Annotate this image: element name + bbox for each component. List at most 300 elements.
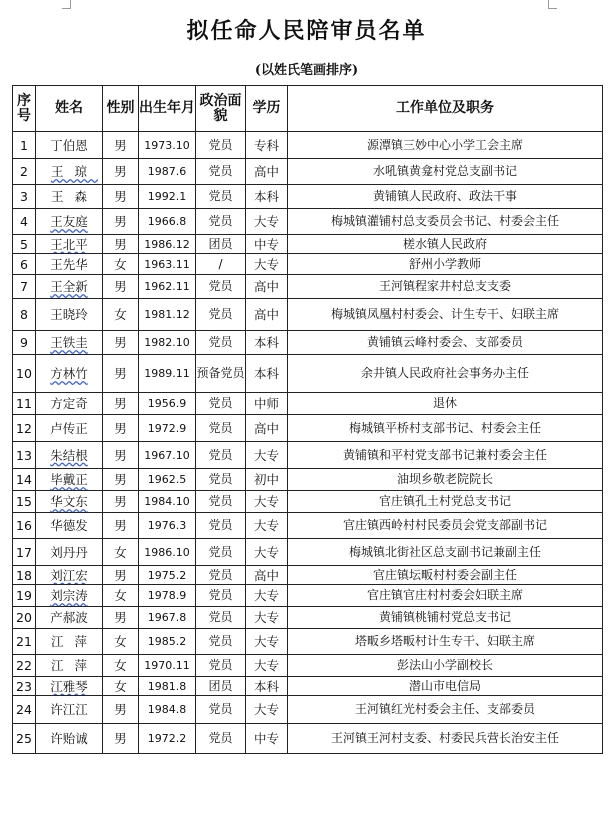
row-gender-cell-text: 男 [114,447,127,463]
header-birth: 出生年月 [139,86,196,132]
row-index-cell-text: 6 [20,256,28,272]
row-gender-cell [103,331,139,355]
row-gender-cell-text: 男 [114,420,127,436]
row-birth-cell-text: 1956.9 [147,397,187,410]
row-education-cell-text: 大专 [253,494,279,509]
row-index-cell [13,655,36,677]
row-political-cell [196,299,246,331]
row-political-cell [196,513,246,539]
row-gender-cell [103,607,139,629]
row-workplace-cell [288,469,603,491]
row-gender-cell-text: 男 [114,279,127,294]
row-political-cell [196,607,246,629]
row-name-cell [36,655,103,677]
table-row [13,254,603,275]
row-political-cell-text: 党员 [208,279,233,293]
row-gender-cell [103,677,139,696]
row-workplace-cell [288,513,603,539]
row-index-cell-text: 17 [16,544,32,560]
row-name-cell [36,539,103,566]
row-gender-cell-text: 女 [114,307,127,322]
row-index-cell-text: 2 [20,164,28,179]
row-birth-cell [139,185,196,209]
header-political: 政治面貌 [196,86,246,132]
row-workplace-cell-text: 彭法山小学副校长 [396,658,493,672]
row-birth-cell-text: 1963.11 [144,257,190,271]
row-index-cell-text: 15 [16,494,32,509]
row-gender-cell [103,539,139,566]
row-education-cell [246,585,288,607]
row-index-cell [13,393,36,415]
row-index-cell-text: 9 [20,335,28,350]
row-gender-cell [103,235,139,254]
row-education-cell [246,355,288,393]
row-education-cell-text: 大专 [253,256,279,272]
row-education-cell [246,275,288,299]
row-birth-cell-text: 1967.8 [147,611,187,624]
row-education-cell-text: 高中 [253,279,279,294]
row-gender-cell-text: 男 [114,494,127,509]
juror-table [12,85,603,754]
row-gender-cell-text: 男 [114,472,127,487]
header-workplace: 工作单位及职务 [288,86,603,132]
row-political-cell [196,209,246,235]
row-workplace-cell-text: 王河镇程家井村总支支委 [378,279,511,293]
row-name-cell-text: 毕戴正 [50,472,88,487]
row-gender-cell-text: 男 [114,214,127,229]
row-gender-cell [103,254,139,275]
row-education-cell [246,393,288,415]
row-birth-cell [139,491,196,513]
row-birth-cell [139,299,196,331]
row-workplace-cell [288,566,603,585]
table-row [13,724,603,754]
row-political-cell-text: 团员 [208,678,233,693]
row-education-cell [246,469,288,491]
row-name-cell-text: 王北平 [50,236,88,252]
row-education-cell-text: 大专 [253,518,279,533]
row-name-cell [36,724,103,754]
row-education-cell [246,491,288,513]
row-birth-cell-text: 1992.1 [147,190,187,203]
row-birth-cell-text: 1972.9 [147,421,187,435]
row-gender-cell [103,415,139,442]
row-education-cell [246,566,288,585]
row-gender-cell [103,566,139,585]
table-row [13,185,603,209]
header-index: 序号 [13,86,36,132]
row-political-cell [196,254,246,275]
row-political-cell [196,415,246,442]
table-row [13,696,603,724]
row-gender-cell-text: 男 [114,366,127,381]
row-workplace-cell [288,629,603,655]
row-political-cell [196,442,246,469]
row-index-cell-text: 19 [16,588,32,603]
row-index-cell [13,159,36,185]
row-education-cell-text: 本科 [253,335,279,350]
row-gender-cell-text: 男 [114,567,127,583]
row-birth-cell [139,629,196,655]
row-gender-cell [103,159,139,185]
row-workplace-cell-text: 水吼镇黄龛村党总支副书记 [372,164,517,178]
table-header-row [13,86,603,132]
row-index-cell-text: 12 [16,420,32,436]
table-row [13,655,603,677]
row-gender-cell [103,629,139,655]
table-row [13,629,603,655]
row-education-cell [246,159,288,185]
row-name-cell [36,415,103,442]
row-gender-cell [103,299,139,331]
row-political-cell [196,331,246,355]
table-row [13,442,603,469]
row-political-cell-text: 党员 [208,518,233,532]
row-gender-cell-text: 男 [114,396,127,411]
row-gender-cell-text: 女 [114,678,127,694]
row-political-cell-text: 党员 [208,137,233,152]
row-education-cell-text: 大专 [253,588,279,603]
row-name-cell-text: 方林竹 [50,366,88,381]
row-education-cell [246,513,288,539]
page-corner-mark-right [548,0,557,9]
row-education-cell [246,299,288,331]
row-birth-cell [139,331,196,355]
row-political-cell-text: 党员 [208,634,233,648]
row-workplace-cell-text: 官庄镇孔土村党总支书记 [378,494,511,508]
row-birth-cell [139,235,196,254]
row-birth-cell [139,355,196,393]
row-name-cell [36,299,103,331]
row-index-cell [13,724,36,754]
row-workplace-cell [288,393,603,415]
row-political-cell [196,235,246,254]
row-education-cell-text: 中专 [253,731,279,746]
row-index-cell-text: 24 [16,702,32,717]
row-index-cell [13,355,36,393]
row-education-cell [246,235,288,254]
row-gender-cell [103,209,139,235]
row-political-cell-text: 党员 [208,731,233,745]
row-index-cell-text: 18 [16,567,32,583]
row-name-cell [36,491,103,513]
row-name-cell-text: 江雅琴 [50,678,88,694]
row-political-cell [196,585,246,607]
row-workplace-cell [288,331,603,355]
row-education-cell [246,132,288,159]
row-political-cell [196,275,246,299]
row-index-cell [13,629,36,655]
row-education-cell [246,607,288,629]
row-name-cell-text: 方定奇 [50,396,88,411]
row-birth-cell-text: 1962.5 [147,473,187,486]
row-index-cell-text: 11 [16,396,32,411]
row-name-cell [36,209,103,235]
document-title: 拟任命人民陪审员名单 [186,18,427,44]
table-row [13,331,603,355]
row-index-cell-text: 8 [20,307,28,322]
row-education-cell-text: 大专 [253,610,279,625]
row-workplace-cell [288,185,603,209]
row-birth-cell-text: 1986.10 [144,545,190,559]
row-political-cell [196,566,246,585]
table-row [13,491,603,513]
row-index-cell-text: 7 [20,279,28,294]
row-birth-cell [139,393,196,415]
row-workplace-cell [288,209,603,235]
row-political-cell-text: 党员 [208,447,233,462]
table-row [13,355,603,393]
row-gender-cell-text: 男 [114,137,127,153]
row-index-cell-text: 13 [16,447,32,463]
header-gender: 性别 [103,86,139,132]
row-index-cell [13,696,36,724]
row-gender-cell-text: 男 [114,189,127,204]
row-name-cell-text: 王琼 [50,164,98,179]
row-education-cell-text: 大专 [253,702,279,717]
table-row [13,159,603,185]
row-birth-cell [139,442,196,469]
row-political-cell-text: 团员 [208,236,233,251]
row-political-cell [196,539,246,566]
row-workplace-cell [288,415,603,442]
table-body [13,132,603,754]
row-political-cell-text: 党员 [208,544,233,559]
row-birth-cell [139,132,196,159]
row-index-cell [13,132,36,159]
row-name-cell [36,254,103,275]
row-gender-cell [103,696,139,724]
row-education-cell [246,655,288,677]
row-name-cell [36,585,103,607]
row-political-cell-text: 党员 [208,610,233,624]
row-education-cell [246,185,288,209]
row-political-cell-text: 党员 [208,567,233,582]
row-workplace-cell-text: 黄铺镇人民政府、政法干事 [372,189,517,203]
row-education-cell [246,331,288,355]
row-birth-cell-text: 1973.10 [144,138,190,152]
row-education-cell-text: 专科 [253,137,279,153]
row-name-cell-text: 刘江宏 [50,567,88,583]
row-education-cell-text: 中专 [253,236,279,252]
row-index-cell [13,235,36,254]
row-political-cell [196,355,246,393]
row-education-cell [246,539,288,566]
row-index-cell-text: 16 [16,518,32,533]
row-name-cell [36,159,103,185]
row-political-cell [196,677,246,696]
row-gender-cell [103,491,139,513]
row-political-cell [196,393,246,415]
row-index-cell-text: 14 [16,472,32,487]
row-workplace-cell [288,355,603,393]
row-workplace-cell [288,299,603,331]
row-birth-cell-text: 1972.2 [147,732,187,745]
row-birth-cell-text: 1967.10 [144,448,190,462]
row-birth-cell [139,539,196,566]
row-political-cell-text: 党员 [208,494,233,508]
row-workplace-cell [288,677,603,696]
row-birth-cell-text: 1985.2 [147,635,187,648]
row-gender-cell [103,132,139,159]
row-political-cell-text: 党员 [208,702,233,716]
row-birth-cell-text: 1976.3 [147,519,187,532]
row-education-cell [246,629,288,655]
row-gender-cell-text: 男 [114,164,127,179]
row-workplace-cell-text: 梅城镇平桥村支部书记、村委会主任 [348,420,541,435]
row-index-cell [13,491,36,513]
row-workplace-cell [288,607,603,629]
row-birth-cell-text: 1984.8 [147,703,187,716]
row-index-cell [13,331,36,355]
row-birth-cell [139,159,196,185]
row-birth-cell-text: 1984.10 [144,495,190,508]
row-name-cell-text: 华德发 [50,518,88,533]
row-workplace-cell-text: 黄铺镇桃铺村党总支书记 [378,610,511,624]
row-gender-cell-text: 女 [114,588,127,603]
row-birth-cell [139,585,196,607]
row-birth-cell [139,469,196,491]
row-gender-cell [103,585,139,607]
row-workplace-cell [288,132,603,159]
row-name-cell [36,442,103,469]
row-index-cell [13,513,36,539]
row-education-cell [246,696,288,724]
row-name-cell [36,566,103,585]
row-birth-cell [139,677,196,696]
table-row [13,132,603,159]
row-name-cell [36,677,103,696]
row-index-cell [13,539,36,566]
row-gender-cell-text: 男 [114,702,127,717]
row-name-cell-text: 王铁圭 [50,335,88,350]
row-birth-cell-text: 1978.9 [147,589,187,602]
row-index-cell [13,275,36,299]
row-workplace-cell-text: 余井镇人民政府社会事务办主任 [360,366,529,380]
row-birth-cell-text: 1989.11 [144,367,190,380]
row-political-cell-text: 党员 [208,420,233,435]
row-workplace-cell [288,254,603,275]
row-birth-cell-text: 1975.2 [147,568,187,582]
row-birth-cell-text: 1981.12 [144,308,190,321]
row-index-cell-text: 23 [16,678,32,694]
row-index-cell-text: 5 [20,236,28,252]
row-workplace-cell-text: 王河镇红光村委会主任、支部委员 [354,702,535,716]
row-name-cell [36,275,103,299]
row-education-cell-text: 高中 [253,307,279,322]
row-political-cell-text: 党员 [208,335,233,349]
row-workplace-cell [288,442,603,469]
table-row [13,469,603,491]
row-name-cell [36,235,103,254]
table-row [13,209,603,235]
row-birth-cell [139,415,196,442]
row-political-cell-text: 预备党员 [196,366,245,380]
row-workplace-cell [288,655,603,677]
row-birth-cell-text: 1986.12 [144,237,190,251]
row-workplace-cell-text: 源潭镇三妙中心小学工会主席 [366,137,523,152]
row-gender-cell [103,442,139,469]
row-birth-cell [139,254,196,275]
row-workplace-cell-text: 梅城镇凤凰村村委会、计生专干、妇联主席 [330,307,559,321]
table-row [13,677,603,696]
row-index-cell [13,254,36,275]
row-political-cell-text: 党员 [208,164,233,178]
row-gender-cell-text: 女 [114,634,127,649]
table-row [13,539,603,566]
row-name-cell-text: 江萍 [50,634,98,649]
row-index-cell-text: 3 [20,189,28,204]
row-education-cell [246,442,288,469]
row-index-cell-text: 20 [16,610,32,625]
row-political-cell-text: 党员 [208,307,233,321]
row-birth-cell [139,513,196,539]
row-birth-cell-text: 1966.8 [147,215,187,228]
row-birth-cell-text: 1981.8 [147,679,187,693]
row-workplace-cell-text: 黄铺镇和平村党支部书记兼村委会主任 [342,447,547,462]
row-political-cell [196,159,246,185]
row-index-cell [13,299,36,331]
row-political-cell [196,655,246,677]
row-education-cell-text: 大专 [253,634,279,649]
row-index-cell [13,469,36,491]
row-workplace-cell [288,724,603,754]
row-index-cell [13,607,36,629]
row-workplace-cell-text: 官庄镇官庄村村委会妇联主席 [366,588,523,602]
table-row [13,513,603,539]
row-workplace-cell [288,275,603,299]
row-political-cell-text: 党员 [208,189,233,203]
row-education-cell [246,724,288,754]
row-name-cell-text: 许贻诚 [50,731,88,746]
row-name-cell-text: 王晓玲 [50,307,88,322]
row-gender-cell-text: 女 [114,658,127,673]
row-name-cell [36,331,103,355]
table-row [13,299,603,331]
row-birth-cell [139,655,196,677]
row-name-cell [36,513,103,539]
row-birth-cell [139,607,196,629]
row-gender-cell-text: 男 [114,236,127,252]
row-gender-cell [103,355,139,393]
row-name-cell [36,185,103,209]
row-gender-cell [103,393,139,415]
row-education-cell-text: 大专 [253,544,279,560]
row-birth-cell [139,275,196,299]
row-gender-cell [103,275,139,299]
row-education-cell-text: 大专 [253,658,279,673]
row-political-cell-text: 党员 [208,658,233,672]
row-education-cell [246,677,288,696]
row-political-cell-text: 党员 [208,214,233,228]
row-education-cell-text: 本科 [253,366,279,381]
row-name-cell-text: 王全新 [50,279,88,294]
row-index-cell-text: 1 [20,137,28,153]
row-birth-cell [139,209,196,235]
row-birth-cell [139,566,196,585]
row-gender-cell-text: 男 [114,610,127,625]
row-education-cell-text: 高中 [253,164,279,179]
row-workplace-cell-text: 塔畈乡塔畈村计生专干、妇联主席 [354,634,535,648]
row-workplace-cell [288,491,603,513]
row-political-cell-text: 党员 [208,588,233,602]
table-row [13,415,603,442]
row-gender-cell [103,724,139,754]
row-gender-cell [103,513,139,539]
row-gender-cell-text: 男 [114,335,127,350]
row-name-cell [36,469,103,491]
row-name-cell-text: 产郝波 [50,610,88,625]
